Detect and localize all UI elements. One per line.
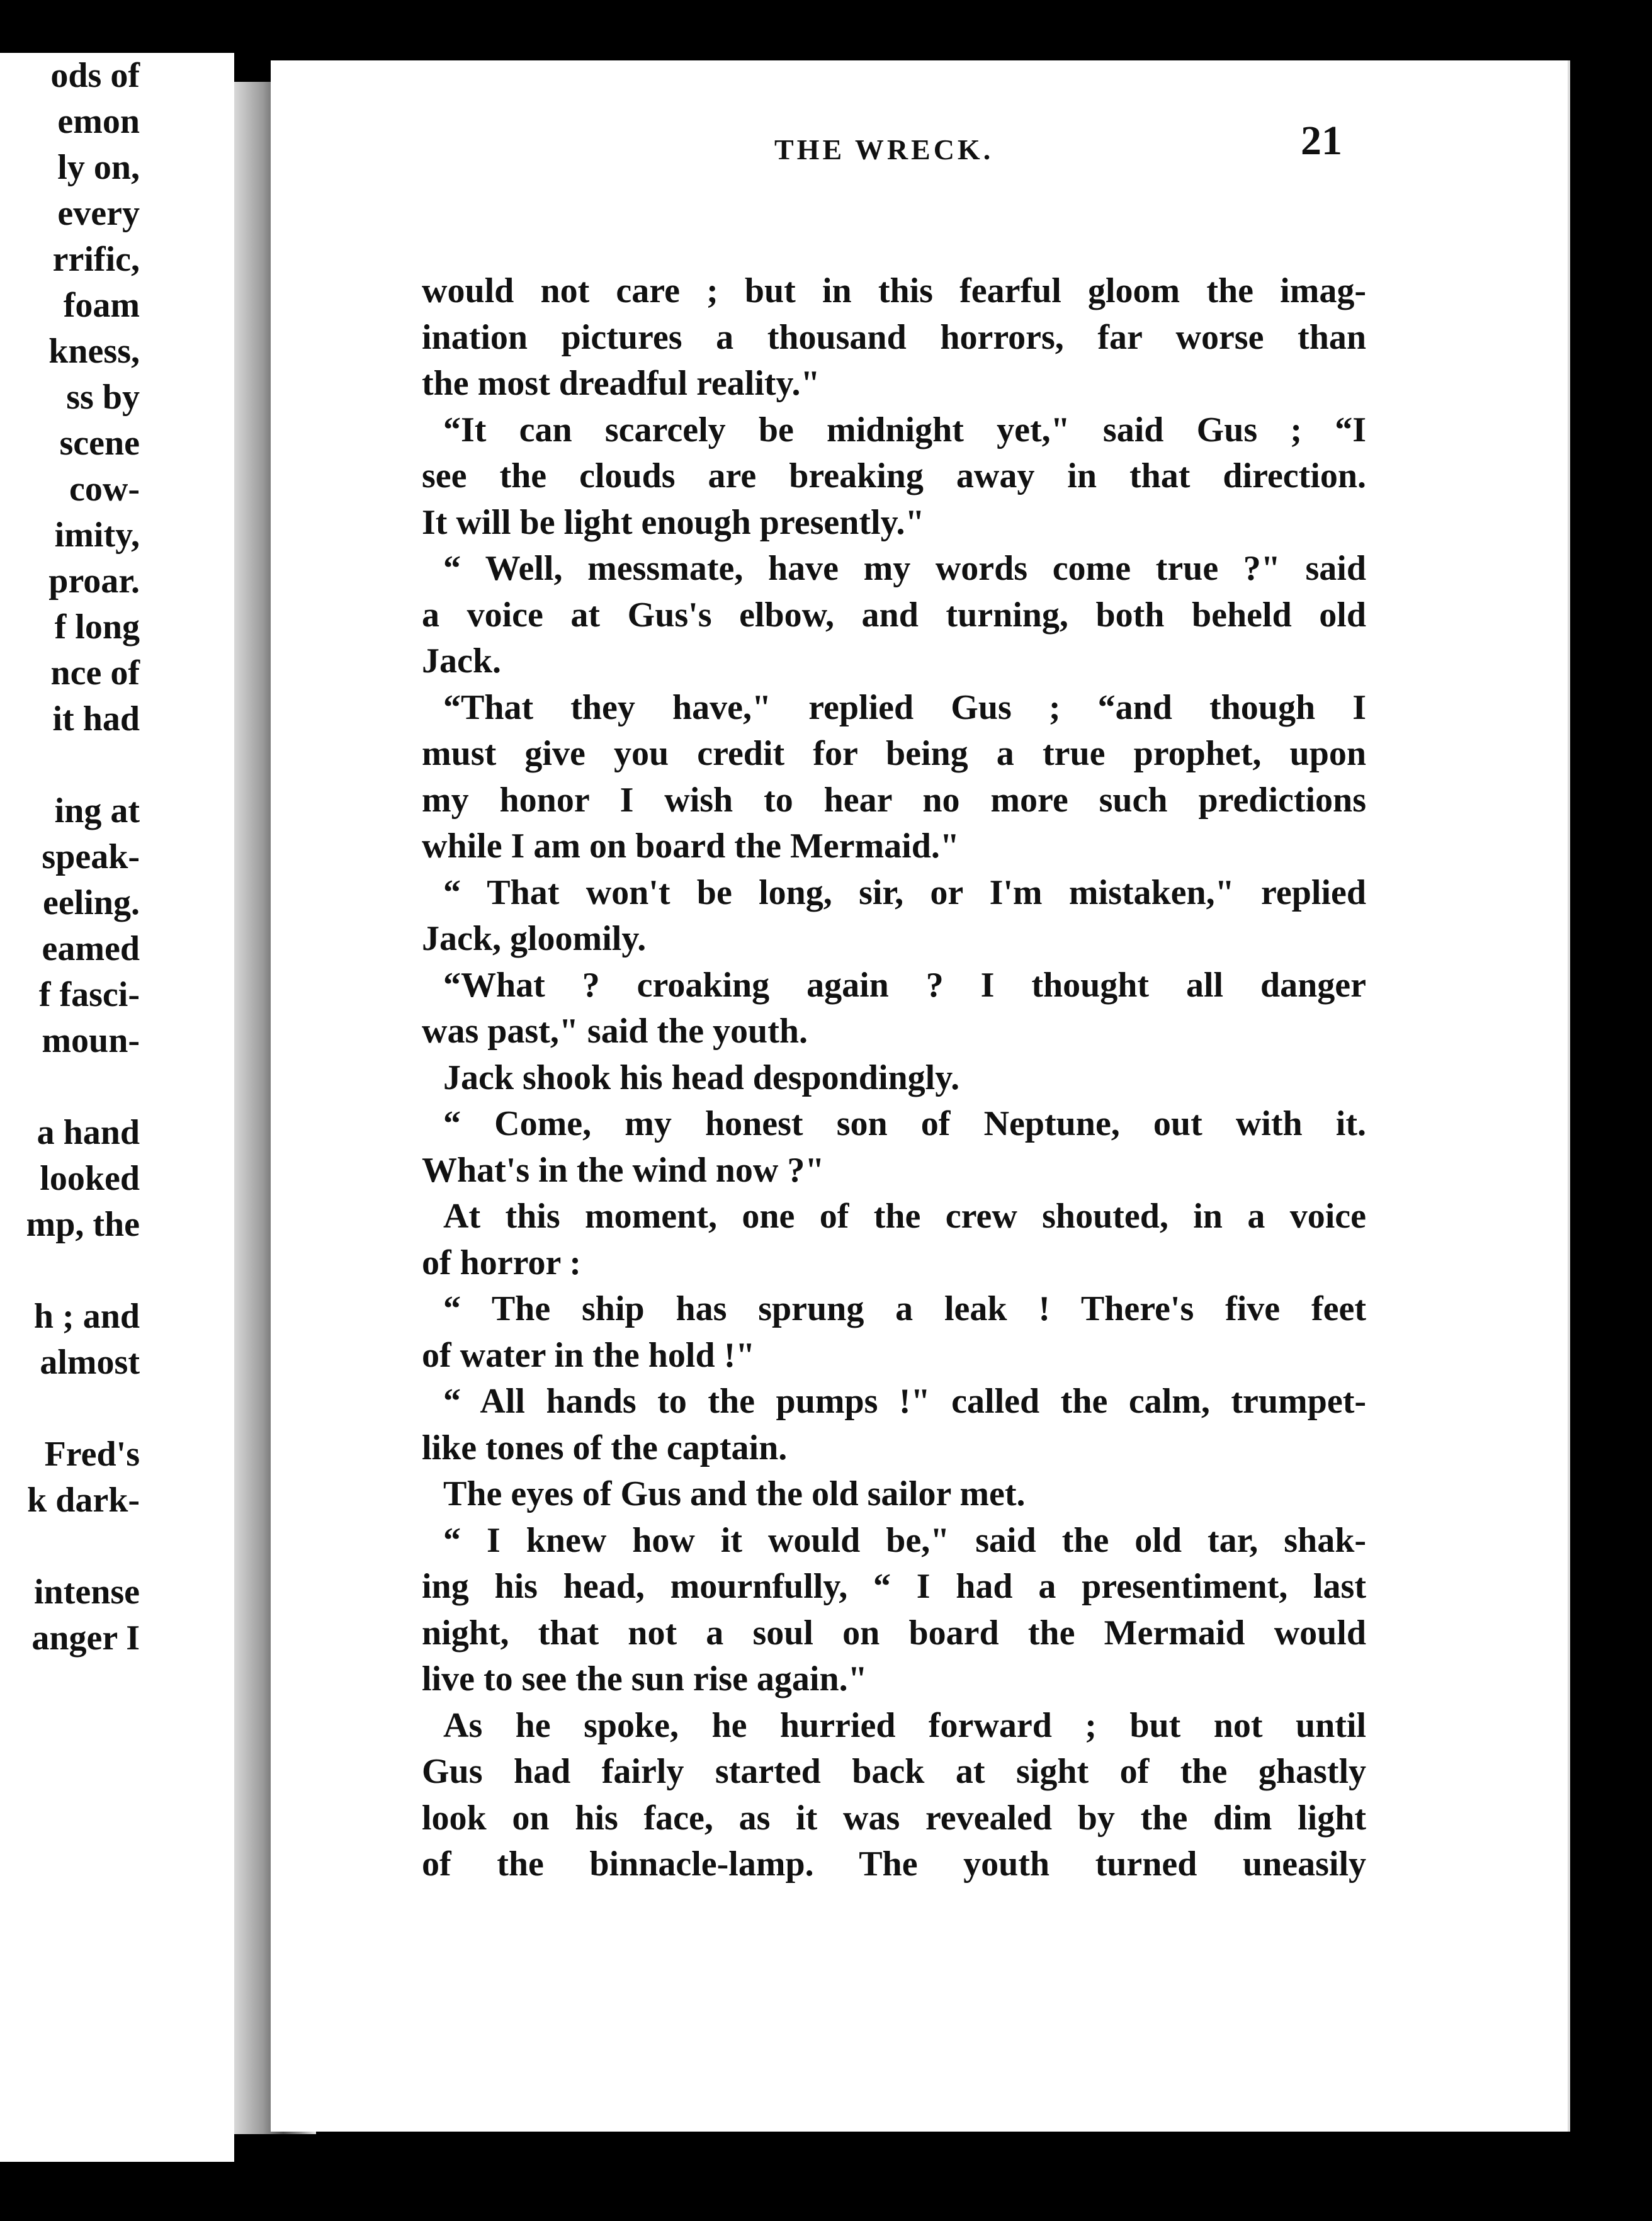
text-line: At this moment, one of the crew shouted, in a voice bbox=[443, 1197, 1366, 1236]
text-line: Jack. bbox=[422, 641, 501, 681]
text-line: see the clouds are breaking away in that direction. bbox=[422, 456, 1366, 495]
left-page-line: emon bbox=[57, 102, 140, 141]
left-page-line: ss by bbox=[66, 378, 140, 417]
left-page-line: kness, bbox=[48, 332, 140, 371]
text-line: a voice at Gus's elbow, and turning, both beheld old bbox=[422, 595, 1366, 635]
left-page-line: ods of bbox=[50, 56, 140, 95]
left-page-line bbox=[0, 1248, 140, 1294]
text-line: “It can scarcely be midnight yet," said Gus ; “I bbox=[443, 410, 1366, 449]
left-page-line: foam bbox=[63, 286, 140, 325]
text-line: What's in the wind now ?" bbox=[422, 1150, 825, 1190]
left-page-line: nce of bbox=[50, 653, 140, 692]
text-line: was past," said the youth. bbox=[422, 1012, 808, 1051]
text-line: “ That won't be long, sir, or I'm mistaken," replied bbox=[443, 873, 1366, 912]
text-line: “ Well, messmate, have my words come true ?" said bbox=[443, 549, 1366, 588]
text-line: live to see the sun rise again." bbox=[422, 1659, 868, 1698]
text-line: “What ? croaking again ? I thought all danger bbox=[443, 965, 1366, 1005]
left-page-line: it had bbox=[52, 699, 140, 738]
left-page-line: mp, the bbox=[26, 1205, 140, 1244]
left-page-line bbox=[0, 1064, 140, 1110]
text-line: the most dreadful reality." bbox=[422, 364, 820, 403]
left-page-line: intense bbox=[34, 1573, 140, 1612]
left-page-line: f long bbox=[54, 608, 140, 647]
left-page-line: ly on, bbox=[57, 148, 140, 187]
page-number: 21 bbox=[1301, 118, 1342, 164]
left-page-line: moun- bbox=[42, 1021, 140, 1060]
body-text bbox=[422, 268, 1366, 1888]
left-page-line: speak- bbox=[42, 837, 140, 876]
left-page-text bbox=[0, 53, 140, 1661]
left-page-line bbox=[0, 1386, 140, 1432]
left-page-line bbox=[0, 742, 140, 788]
text-line: would not care ; but in this fearful gloom the imag- bbox=[422, 271, 1366, 310]
left-page-line: every bbox=[57, 194, 140, 233]
left-page-line: f fasci- bbox=[38, 975, 140, 1014]
text-line: “ I knew how it would be," said the old tar, shak- bbox=[443, 1520, 1366, 1560]
text-line: “ Come, my honest son of Neptune, out with it. bbox=[443, 1104, 1366, 1143]
running-title: THE WRECK. bbox=[774, 133, 994, 166]
text-line: “ The ship has sprung a leak ! There's five feet bbox=[443, 1289, 1366, 1328]
left-page-line: a hand bbox=[37, 1113, 140, 1152]
text-line: It will be light enough presently." bbox=[422, 502, 925, 542]
text-line: “That they have," replied Gus ; “and though I bbox=[443, 687, 1366, 727]
left-page-line: eamed bbox=[42, 929, 140, 968]
left-page-line: looked bbox=[40, 1159, 140, 1198]
left-page-line: k dark- bbox=[27, 1481, 140, 1520]
text-line: my honor I wish to hear no more such predictions bbox=[422, 780, 1366, 820]
left-page-line: rrific, bbox=[52, 240, 140, 279]
text-line: night, that not a soul on board the Mermaid would bbox=[422, 1613, 1366, 1653]
left-page-line: anger I bbox=[31, 1619, 140, 1658]
text-line: Gus had fairly started back at sight of the ghastly bbox=[422, 1752, 1366, 1791]
text-line: Jack, gloomily. bbox=[422, 919, 647, 958]
text-line: of horror : bbox=[422, 1243, 581, 1282]
left-page-line: h ; and bbox=[33, 1297, 140, 1336]
text-line: look on his face, as it was revealed by the dim light bbox=[422, 1798, 1366, 1838]
text-line: of water in the hold !" bbox=[422, 1335, 755, 1375]
text-line: “ All hands to the pumps !" called the calm, trumpet- bbox=[443, 1382, 1366, 1421]
left-page-line bbox=[0, 1523, 140, 1569]
left-page-line: proar. bbox=[48, 562, 140, 601]
left-page-line: almost bbox=[40, 1343, 140, 1382]
left-page-line: eeling. bbox=[43, 883, 140, 922]
right-page bbox=[271, 60, 1568, 2132]
left-page-line: scene bbox=[59, 424, 140, 463]
text-line: like tones of the captain. bbox=[422, 1428, 788, 1467]
left-facing-page bbox=[0, 53, 234, 2162]
scan-border bbox=[1570, 60, 1652, 2138]
left-page-line: imity, bbox=[54, 516, 140, 555]
text-line: while I am on board the Mermaid." bbox=[422, 827, 959, 866]
left-page-line: ing at bbox=[54, 791, 140, 830]
left-page-line: Fred's bbox=[44, 1435, 140, 1474]
left-page-line: cow- bbox=[69, 470, 140, 509]
text-line: As he spoke, he hurried forward ; but not until bbox=[443, 1705, 1366, 1745]
text-line: must give you credit for being a true prophet, upon bbox=[422, 734, 1366, 773]
text-line: ination pictures a thousand horrors, far worse than bbox=[422, 317, 1366, 357]
text-line: Jack shook his head despondingly. bbox=[443, 1058, 960, 1097]
text-line: ing his head, mournfully, “ I had a presentiment, last bbox=[422, 1567, 1366, 1606]
text-line: The eyes of Gus and the old sailor met. bbox=[443, 1474, 1026, 1513]
text-line: of the binnacle-lamp. The youth turned uneasily bbox=[422, 1845, 1366, 1884]
